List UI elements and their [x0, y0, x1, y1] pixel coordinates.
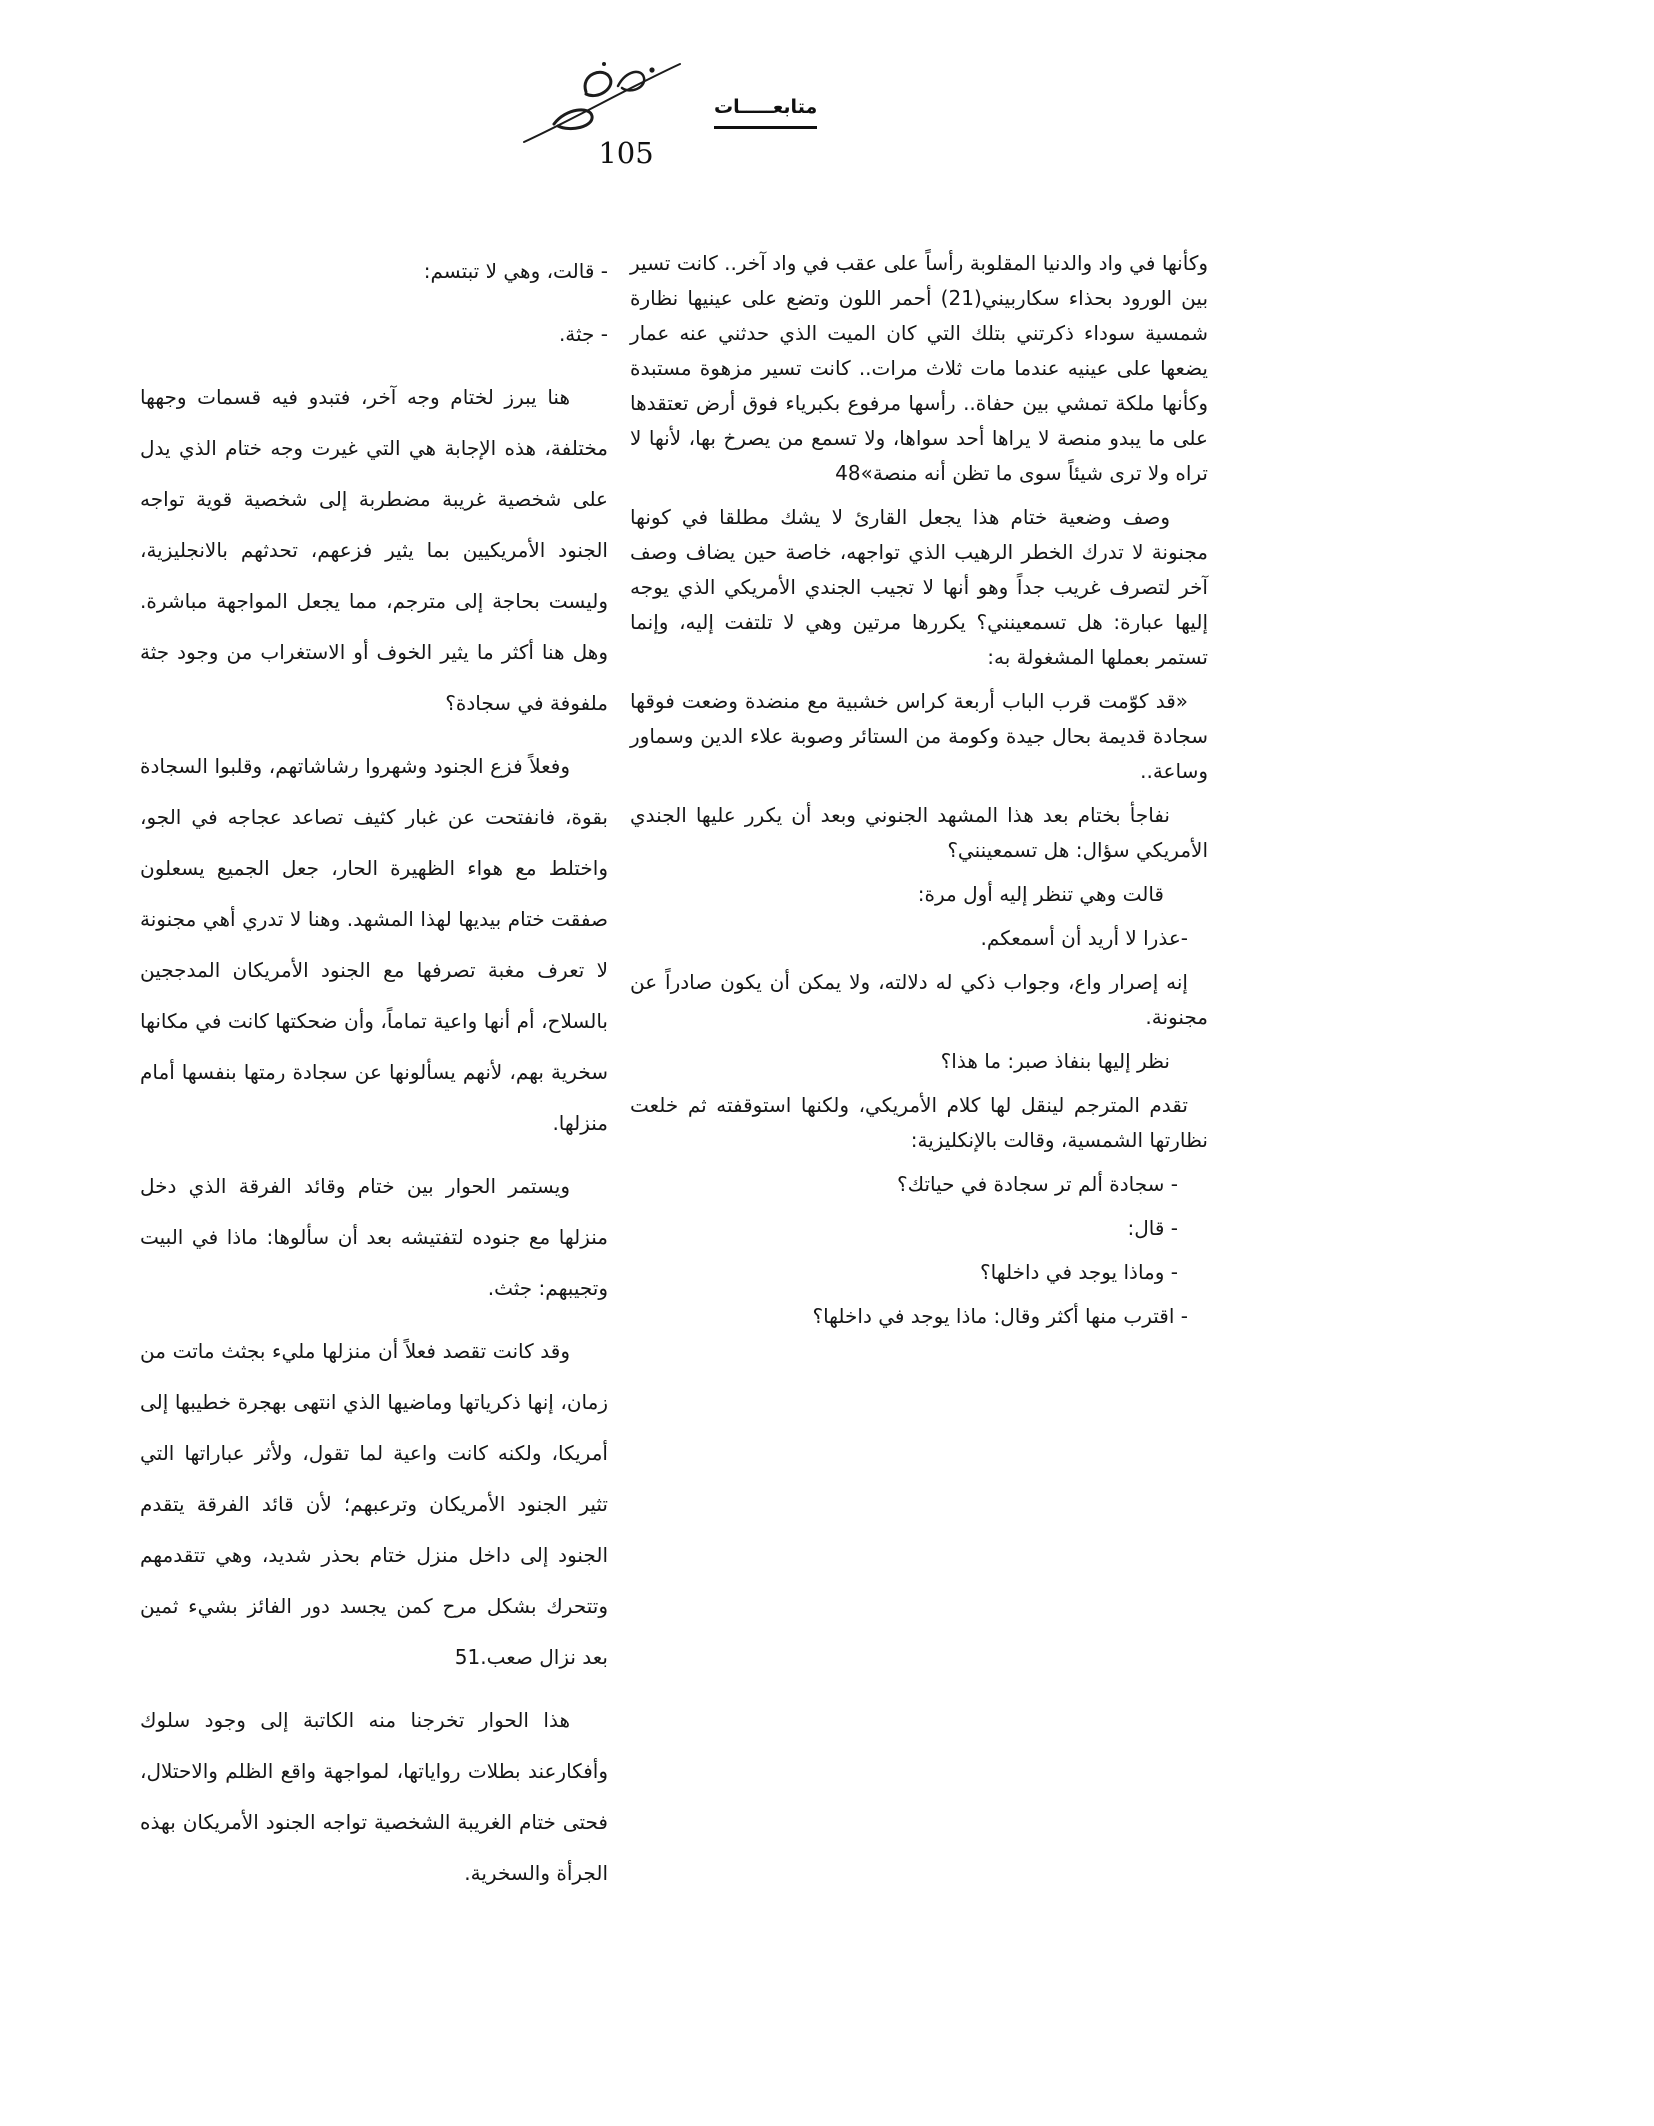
dialogue-line: -عذرا لا أريد أن أسمعكم.: [980, 926, 1188, 950]
column-right: [630, 246, 1208, 1343]
paragraph-quote: «قد كوّمت قرب الباب أربعة كراس خشبية مع منضدة وضعت فوقها سجادة قديمة بحال جيدة وكومة من الستائر وصوبة علاء الدين وسماور وساعة..: [630, 689, 1208, 783]
column-left: [140, 246, 608, 1911]
dialogue-line: - جثة.: [558, 322, 608, 346]
paragraph: إنه إصرار واع، وجواب ذكي له دلالته، ولا يمكن أن يكون صادراً عن مجنونة.: [630, 970, 1208, 1029]
paragraph: وفعلاً فزع الجنود وشهروا رشاشاتهم، وقلبوا السجادة بقوة، فانفتحت عن غبار كثيف تصاعد عجاجه في الجو، واختلط مع هواء الظهيرة الحار، جعل الجميع يسعلون صفقت ختام بيديها لهذا المشهد. وهنا لا تدري أهي مجنونة لا تعرف مغبة تصرفها مع الجنود الأمريكان المدججين بالسلاح، أم أنها واعية تماماً، وأن ضحكتها كانت في مكانها سخرية بهم، لأنهم يسألونها عن سجادة رمتها بنفسها أمام منزلها.: [140, 754, 608, 1135]
paragraph: وكأنها في واد والدنيا المقلوبة رأساً على عقب في واد آخر.. كانت تسير بين الورود بحذاء سكاربيني(21) أحمر اللون وتضع على عينيها نظارة شمسية سوداء ذكرتني بتلك التي كان الميت الذي حدثني عنه عمار يضعها على عينيه عندما مات ثلاث مرات.. كانت تسير مزهوة مستبدة وكأنها ملكة تمشي بين حفاة.. رأسها مرفوع بكبرياء فوق أرض تعتقدها على ما يبدو منصة لا يراها أحد سواها، ولا تسمع من يصرخ بها، لأنها لا تراه ولا ترى شيئاً سوى ما تظن أنه منصة»48: [630, 251, 1209, 485]
section-label: متابعـــــات: [714, 96, 817, 129]
dialogue-line: نظر إليها بنفاذ صبر: ما هذا؟: [940, 1049, 1170, 1073]
paragraph: وقد كانت تقصد فعلاً أن منزلها مليء بجثث ماتت من زمان، إنها ذكرياتها وماضيها الذي انتهى بهجرة خطيبها إلى أمريكا، ولكنه كانت واعية لما تقول، ولأثر عباراتها التي تثير الجنود الأمريكان وترعبهم؛ لأن قائد الفرقة يتقدم الجنود إلى داخل منزل ختام بحذر شديد، وهي تتقدمهم وتتحرك بشكل مرح كمن يجسد دور الفائز بشيء ثمين بعد نزال صعب.51: [140, 1339, 608, 1669]
paragraph: هنا يبرز لختام وجه آخر، فتبدو فيه قسمات وجهها مختلفة، هذه الإجابة هي التي غيرت وجه ختام الذي يدل على شخصية غريبة مضطربة إلى شخصية قوية تواجه الجنود الأمريكيين بما يثير فزعهم، تحدثهم بالانجليزية، وليست بحاجة إلى مترجم، مما يجعل المواجهة مباشرة. وهل هنا أكثر ما يثير الخوف أو الاستغراب من وجود جثة ملفوفة في سجادة؟: [140, 385, 608, 715]
dialogue-line: - سجادة ألم تر سجادة في حياتك؟: [897, 1172, 1178, 1196]
paragraph: هذا الحوار تخرجنا منه الكاتبة إلى وجود سلوك وأفكارعند بطلات رواياتها، لمواجهة واقع الظلم والاحتلال، فحتى ختام الغريبة الشخصية تواجه الجنود الأمريكان بهذه الجرأة والسخرية.: [140, 1708, 608, 1885]
paragraph: ويستمر الحوار بين ختام وقائد الفرقة الذي دخل منزلها مع جنوده لتفتيشه بعد أن سألوها: ماذا في البيت وتجيبهم: جثث.: [140, 1174, 608, 1300]
paragraph: نفاجأ بختام بعد هذا المشهد الجنوني وبعد أن يكرر عليها الجندي الأمريكي سؤال: هل تسمعينني؟: [630, 803, 1208, 862]
dialogue-line: - اقترب منها أكثر وقال: ماذا يوجد في داخلها؟: [812, 1304, 1188, 1328]
article-body: [140, 246, 1208, 1911]
dialogue-line: - وماذا يوجد في داخلها؟: [980, 1260, 1178, 1284]
paragraph: تقدم المترجم لينقل لها كلام الأمريكي، ولكنها استوقفته ثم خلعت نظارتها الشمسية، وقالت بالإنكليزية:: [630, 1093, 1208, 1152]
page-number: 105: [598, 136, 654, 170]
paragraph: وصف وضعية ختام هذا يجعل القارئ لا يشك مطلقا في كونها مجنونة لا تدرك الخطر الرهيب الذي تواجهه، خاصة حين يضاف وصف آخر لتصرف غريب جداً وهو أنها لا تجيب الجندي الأمريكي الذي يوجه إليها عبارة: هل تسمعينني؟ يكررها مرتين وهي لا تلتفت إليه، وإنما تستمر بعملها المشغولة به:: [630, 505, 1208, 669]
calligraphy-logo: [520, 56, 685, 146]
dialogue-line: - قال:: [1127, 1216, 1178, 1240]
dialogue-line: قالت وهي تنظر إليه أول مرة:: [917, 882, 1164, 906]
dialogue-line: - قالت، وهي لا تبتسم:: [423, 259, 608, 283]
